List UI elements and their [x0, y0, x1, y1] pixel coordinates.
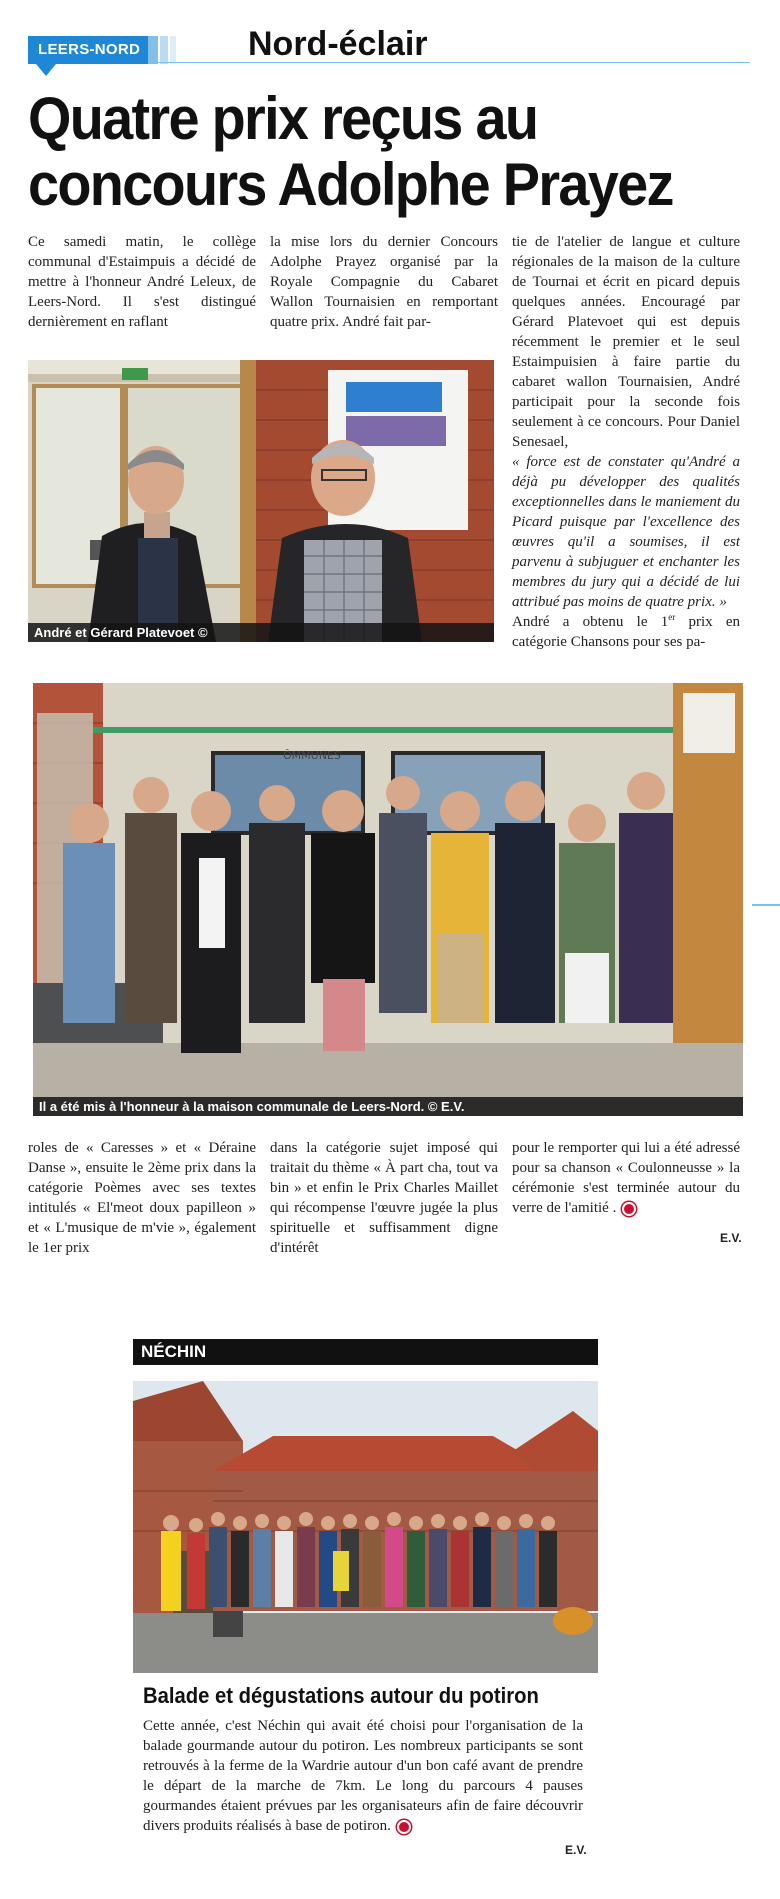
author-signature: E.V. — [565, 1843, 587, 1857]
paragraph: la mise lors du dernier Concours Adolphe Prayez organisé par la Royale Compagnie du Cabaret Wallon Tournaisien en remportant quatre prix. André fait par- — [270, 234, 498, 330]
section-tag-nechin: NÉCHIN — [133, 1339, 598, 1365]
photo-illustration — [133, 1381, 598, 1673]
section-tag-fade — [148, 36, 158, 64]
paragraph: pour le remporter qui lui a été adressé pour sa chanson « Coulonneusse » la cérémonie s'est terminée autour du verre de l'amitié . — [512, 1140, 740, 1216]
paragraph: roles de « Caresses » et « Déraine Danse », ensuite le 2ème prix dans la catégorie Poèmes avec ses textes intitulés « El'meot doux papilleon » et « L'musique de m'vie », également le 1er prix — [28, 1140, 256, 1256]
paragraph: tie de l'atelier de langue et culture régionales de la maison de la culture de Tournai et écrit en picard depuis quelques années. Encouragé par Gérard Platevoet qui est depuis récemment le premier et le seul Estaimpuisien à faire partie du cabaret wallon Tournaisien, André participait pour la seconde fois seulement à ce concours. Pour Daniel Senesael, — [512, 234, 740, 450]
author-signature: E.V. — [720, 1231, 742, 1245]
article-column-3 — [512, 232, 740, 652]
paragraph: André a obtenu le 1er prix en catégorie Chansons pour ses pa- — [512, 612, 740, 650]
end-of-article-dot-icon — [622, 1202, 636, 1216]
paragraph: Ce samedi matin, le collège communal d'Estaimpuis a décidé de mettre à l'honneur André Leleux, de Leers-Nord. Il s'est distingué dernièrement en raflant — [28, 234, 256, 330]
photo-caption: Il a été mis à l'honneur à la maison communale de Leers-Nord. © E.V. — [33, 1097, 743, 1116]
photo-caption: André et Gérard Platevoet © — [28, 623, 494, 642]
section-tag-pointer-icon — [36, 64, 56, 76]
article-column-2-continued — [270, 1138, 498, 1258]
end-of-article-dot-icon — [397, 1820, 411, 1834]
photo-illustration — [28, 360, 494, 642]
section-tag-fade — [160, 36, 168, 64]
photo-illustration — [33, 683, 743, 1116]
newspaper-name: Nord-éclair — [248, 25, 428, 63]
quote: « force est de constater qu'André a déjà pu développer des qualités exceptionnelles dans le maniement du Picard puisque par l'excellence des œuvres qu'il a soumises, il est parvenu à subjuguer et enchanter les membres du jury qui a décidé de lui attribué pas moins de quatre prix. » — [512, 454, 740, 610]
photo-nechin-group — [133, 1381, 598, 1673]
article-column-3-continued — [512, 1138, 740, 1218]
nechin-article-body — [143, 1716, 583, 1836]
article-column-1 — [28, 232, 256, 332]
margin-rule — [752, 904, 780, 906]
article-title: Balade et dégustations autour du potiron — [143, 1683, 539, 1708]
headline: Quatre prix reçus au concours Adolphe Prayez — [28, 85, 673, 218]
paragraph: dans la catégorie sujet imposé qui traitait du thème « À part cha, tout va bin » et enfin le Prix Charles Maillet qui récompense l'œuvre jugée la plus spirituelle et suffisamment digne d'intérêt — [270, 1140, 498, 1256]
section-tag-fade — [170, 36, 176, 64]
article-column-1-continued — [28, 1138, 256, 1258]
header-rule — [150, 62, 750, 63]
paragraph: Cette année, c'est Néchin qui avait été choisi pour l'organisation de la balade gourmande autour du potiron. Les nombreux participants se sont retrouvés à la ferme de la Wardrie autour d'un bon café avant de prendre le départ de la marche de 7km. Le long du parcours 4 pauses gourmandes étaient prévues par les organisateurs afin de faire découvrir divers produits réalisés à base de potiron. — [143, 1718, 583, 1834]
section-tag: LEERS-NORD — [28, 36, 148, 64]
photo-andre-gerard — [28, 360, 494, 642]
article-column-2 — [270, 232, 498, 332]
photo-group-ceremony — [33, 683, 743, 1116]
wall-sign-text: ÔMMUNES — [283, 749, 341, 762]
